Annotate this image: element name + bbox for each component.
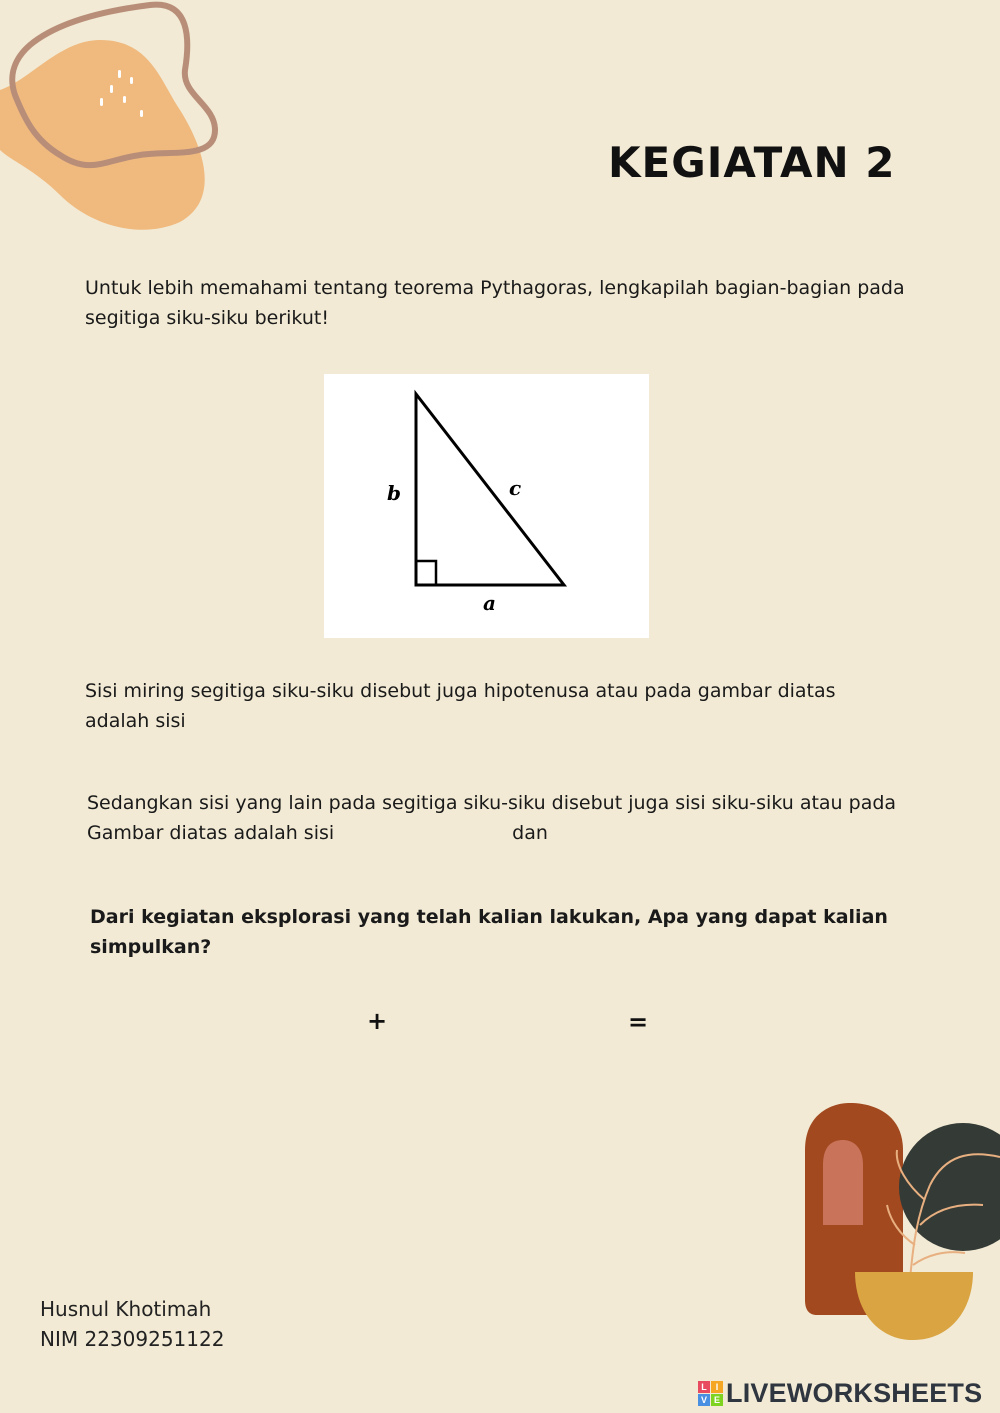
logo-tiles-icon — [698, 1381, 723, 1406]
plus-sign: + — [367, 1007, 388, 1035]
hypotenuse-answer-input[interactable] — [194, 706, 358, 736]
hypotenuse-text: Sisi miring segitiga siku-siku disebut juga hipotenusa atau pada gambar diatas adalah sisi — [85, 680, 836, 732]
page-title: KEGIATAN 2 — [608, 138, 896, 187]
author-nim: NIM 22309251122 — [40, 1327, 225, 1351]
decorative-blob-top — [0, 0, 230, 240]
intro-text: Untuk lebih memahami tentang teorema Pythagoras, lengkapilah bagian-bagian pada segitiga siku-siku berikut! — [85, 277, 905, 329]
formula-term-2-input[interactable] — [400, 1005, 614, 1039]
triangle-figure — [324, 374, 649, 638]
legs-and-label: dan — [512, 822, 548, 844]
author-name: Husnul Khotimah — [40, 1297, 212, 1321]
leg-answer-input-1[interactable] — [345, 818, 519, 848]
right-triangle-diagram — [324, 374, 649, 638]
equals-sign: = — [628, 1008, 649, 1036]
legs-text-main: Sedangkan sisi yang lain pada segitiga siku-siku disebut juga sisi siku-siku atau pada Gambar diatas adalah sisi — [87, 792, 897, 844]
right-angle-marker — [416, 561, 436, 585]
liveworksheets-logo[interactable] — [698, 1378, 982, 1409]
formula-term-1-input[interactable] — [170, 1005, 354, 1039]
decorative-plant-illustration — [795, 1095, 1000, 1345]
label-a: a — [483, 591, 496, 615]
author-block — [40, 1294, 224, 1354]
conclusion-question: Dari kegiatan eksplorasi yang telah kalian lakukan, Apa yang dapat kalian simpulkan? — [90, 906, 888, 958]
leg-answer-input-2[interactable] — [566, 818, 740, 848]
logo-tile-2: I — [711, 1381, 723, 1393]
logo-tile-4: E — [711, 1394, 723, 1406]
triangle-shape — [416, 394, 564, 585]
logo-tile-1: L — [698, 1381, 710, 1393]
label-c: c — [509, 476, 522, 500]
logo-wordmark: LIVEWORKSHEETS — [726, 1378, 983, 1408]
label-b: b — [387, 481, 401, 505]
formula-result-input[interactable] — [665, 1005, 879, 1039]
logo-tile-3: V — [698, 1394, 710, 1406]
